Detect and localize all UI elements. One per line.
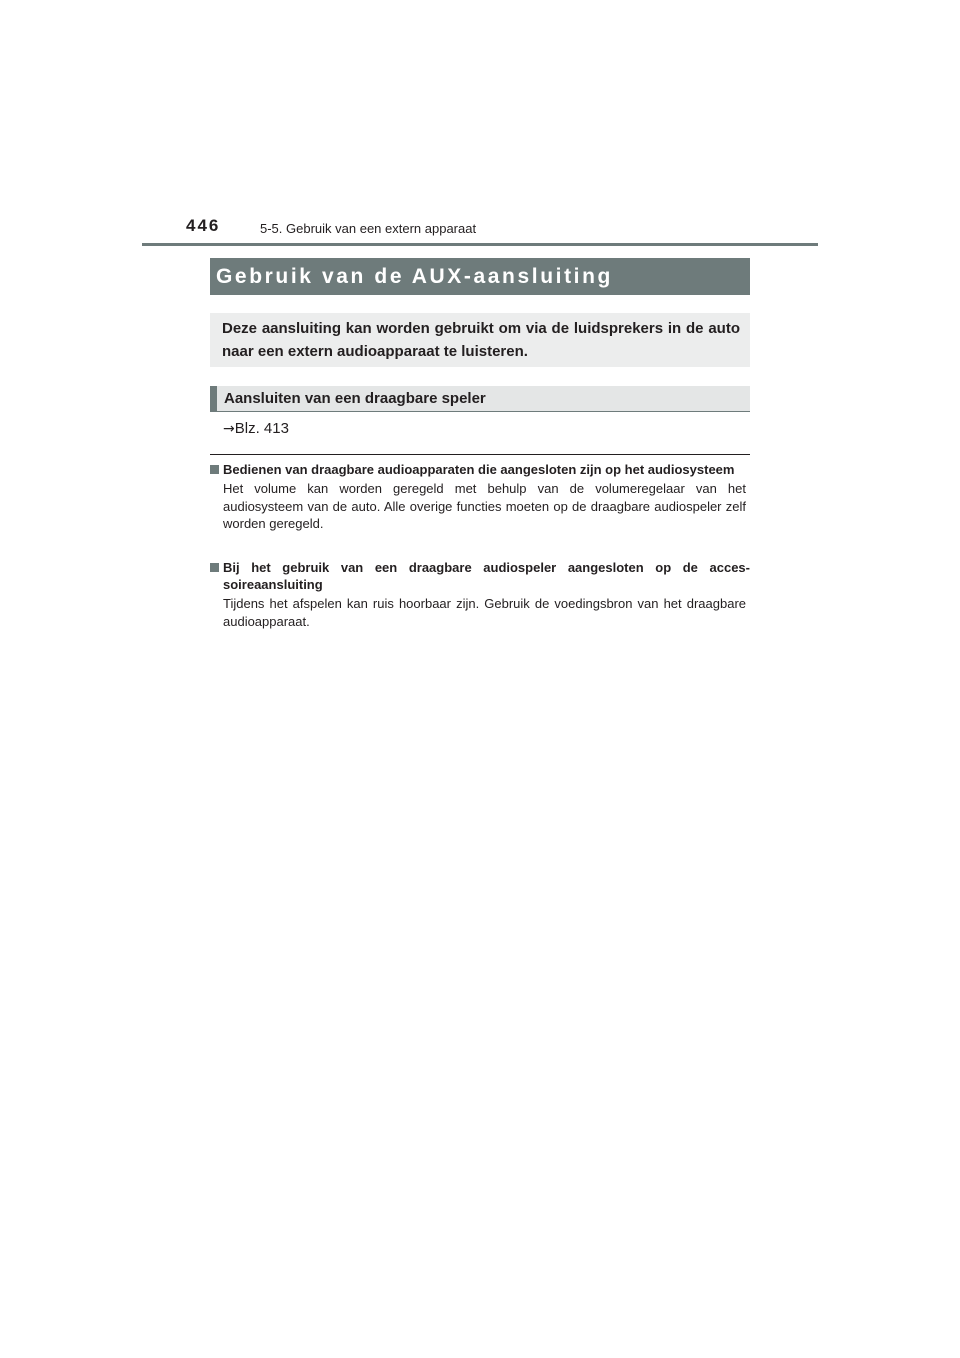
square-bullet-icon bbox=[210, 465, 219, 474]
page-reference-text: Blz. 413 bbox=[234, 420, 289, 437]
arrow-right-icon: → bbox=[223, 421, 235, 437]
note-heading-text: Bedienen van draagbare audioapparaten die aangesloten zijn op het audiosysteem bbox=[223, 462, 735, 477]
header-rule bbox=[142, 243, 818, 246]
square-bullet-icon bbox=[210, 563, 219, 572]
chapter-header: 5-5. Gebruik van een extern apparaat bbox=[260, 221, 477, 236]
note-heading bbox=[210, 461, 750, 478]
intro-box bbox=[210, 313, 750, 367]
page-reference[interactable] bbox=[223, 420, 289, 437]
page-number: 446 bbox=[186, 216, 221, 235]
subheading: Aansluiten van een draagbare speler bbox=[224, 390, 486, 407]
note-body: Tijdens het afspelen kan ruis hoorbaar zijn. Gebruik de voedingsbron van het draagbare audioapparaat. bbox=[223, 596, 746, 629]
note-item bbox=[210, 559, 750, 630]
note-body: Het volume kan worden geregeld met behulp van de volumeregelaar van het audiosysteem van de auto. Alle overige functies moeten op de draagbare audiospeler zelf worden geregeld. bbox=[223, 481, 746, 531]
section-title-bar bbox=[210, 258, 750, 295]
section-title: Gebruik van de AUX-aansluiting bbox=[216, 264, 613, 288]
subheading-bar bbox=[210, 386, 750, 412]
note-item bbox=[210, 461, 750, 533]
intro-text: Deze aansluiting kan worden gebruikt om via de luidsprekers in de auto naar een extern audioapparaat te luisteren. bbox=[222, 320, 740, 360]
note-heading bbox=[210, 559, 750, 593]
note-heading-text: Bij het gebruik van een draagbare audiospeler aangesloten op de accessoireaansluiting bbox=[223, 560, 750, 592]
notes-divider bbox=[210, 454, 750, 455]
